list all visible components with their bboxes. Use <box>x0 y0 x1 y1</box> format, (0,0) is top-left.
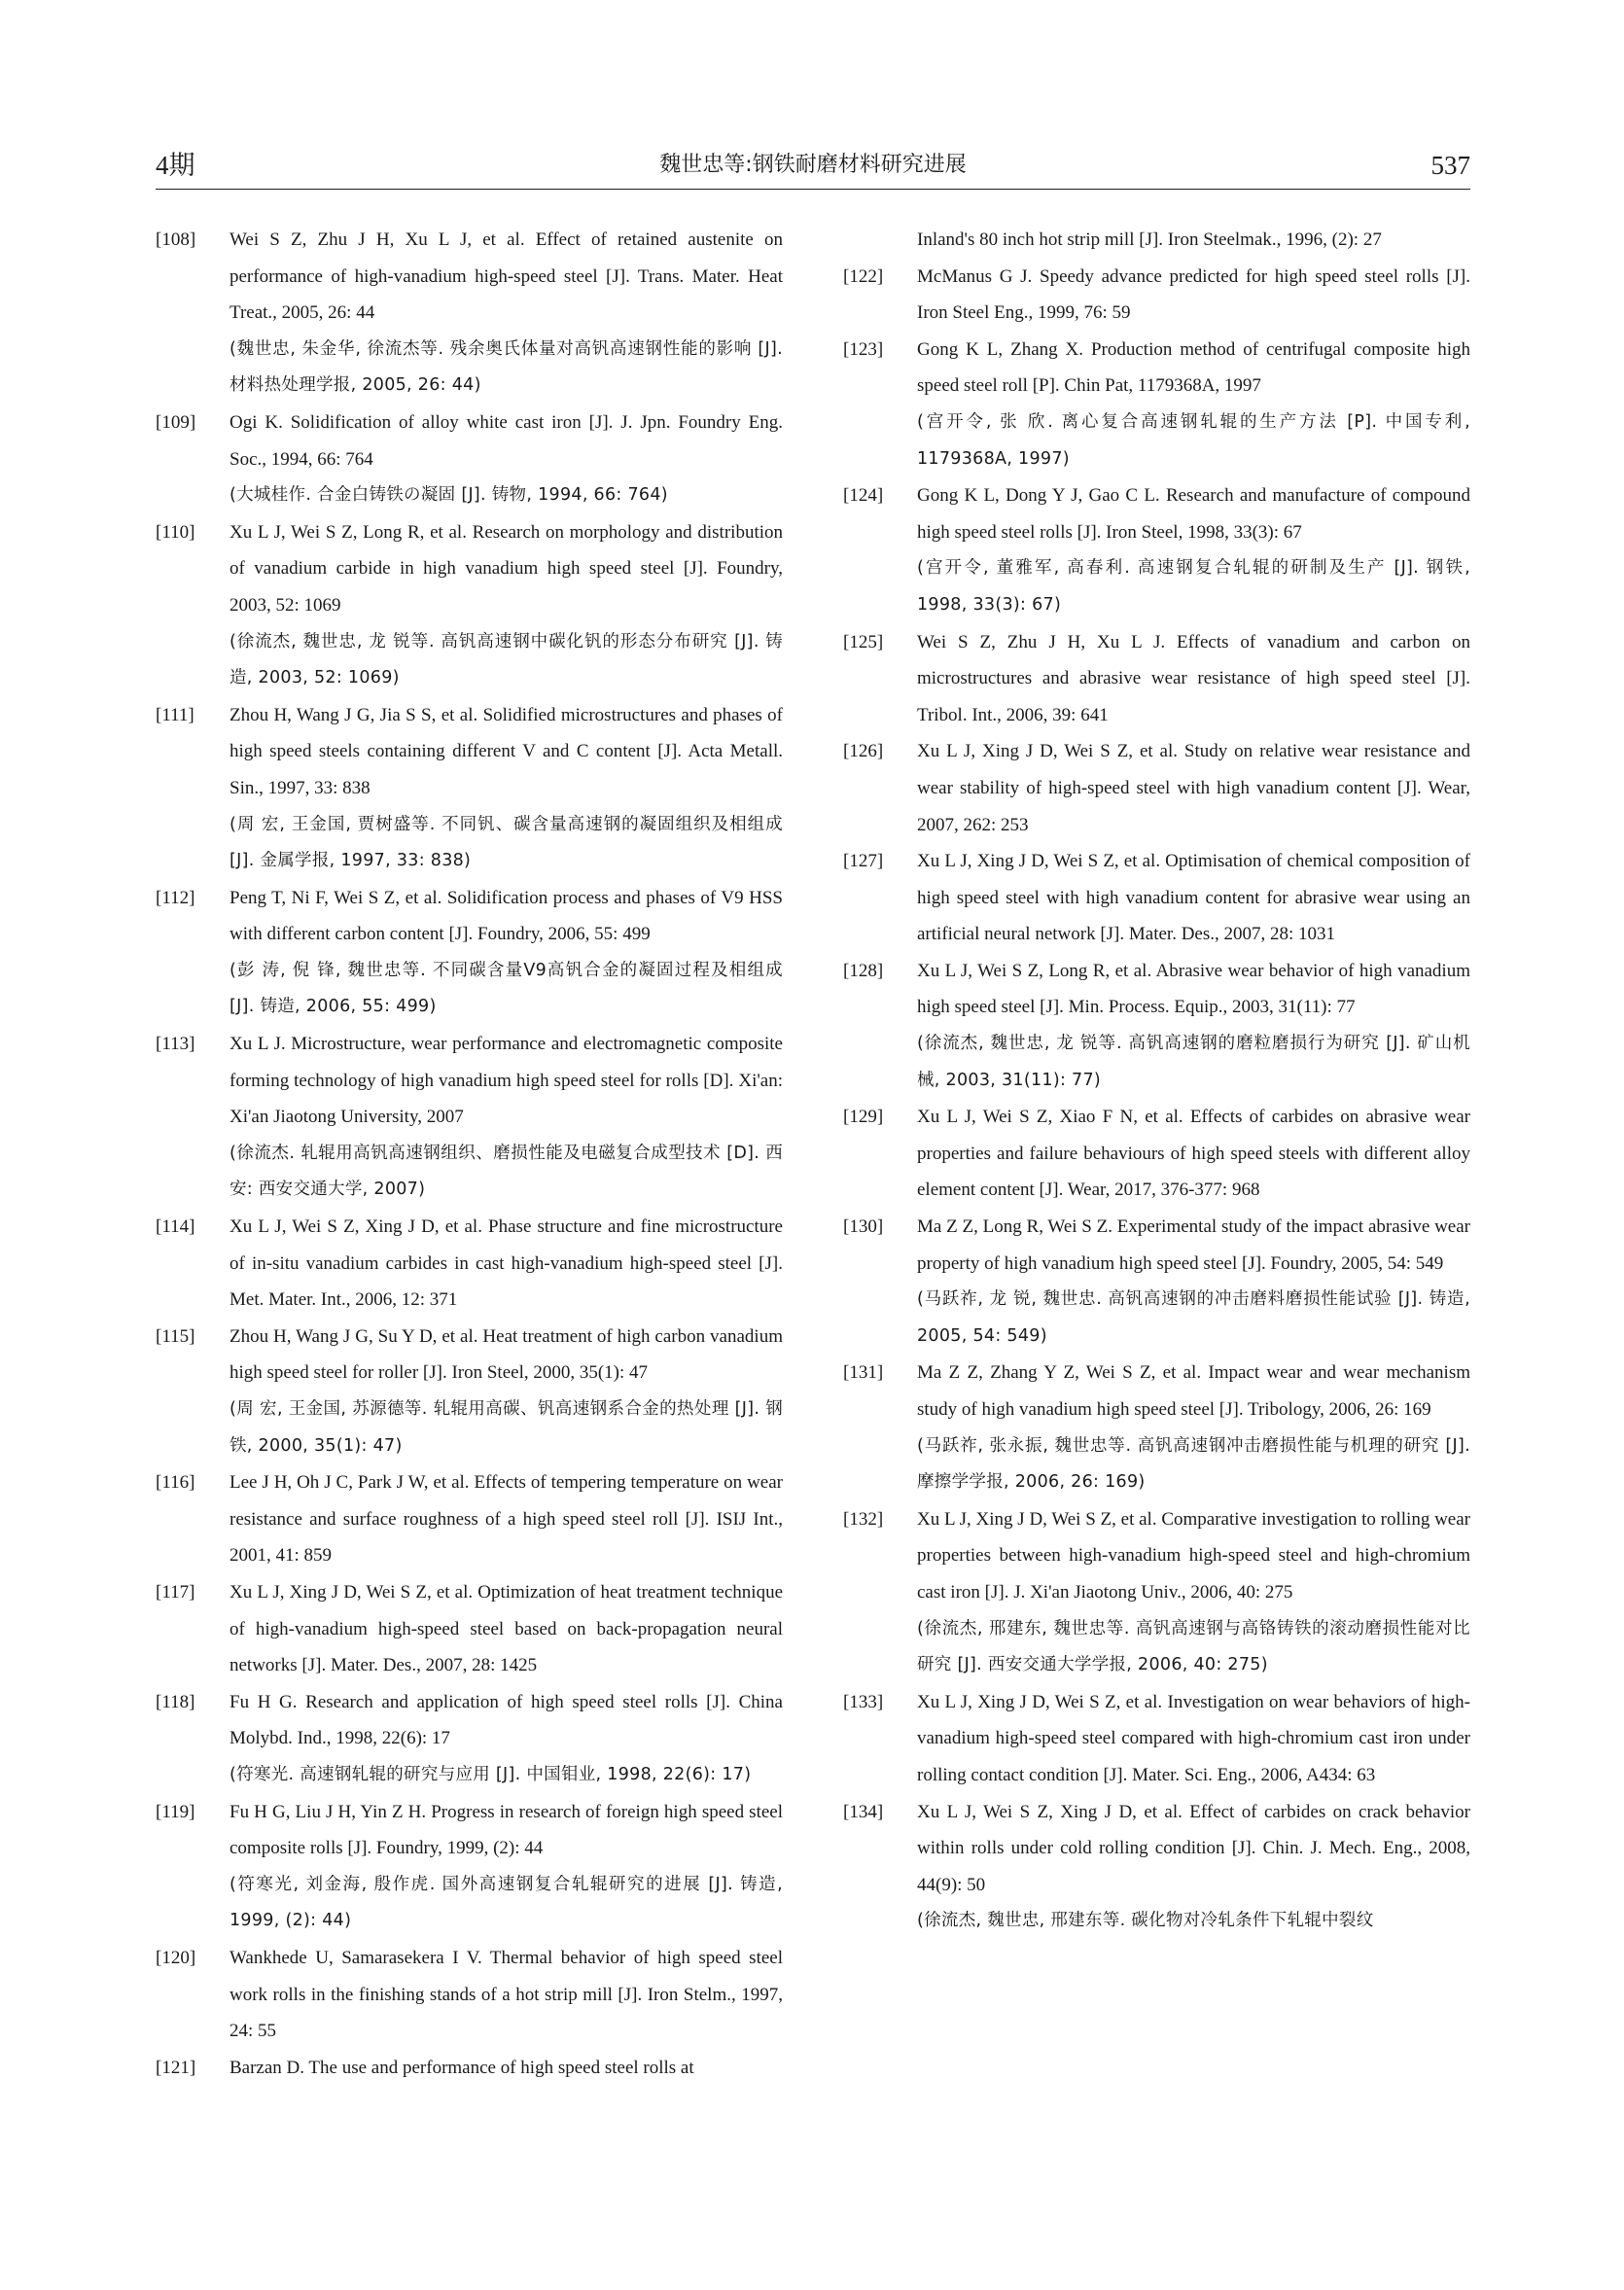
reference-citation: Gong K L, Zhang X. Production method of centrifugal composite high speed steel roll [P]. Chin Pat, 1179368A, 1997 <box>917 338 1470 397</box>
reference-entry <box>843 1794 1470 1940</box>
reference-number: [123] <box>843 338 884 360</box>
reference-entry <box>843 1684 1470 1794</box>
reference-chinese-citation: (徐流杰. 轧辊用高钒高速钢组织、磨损性能及电磁复合成型技术 [D]. 西安: 西安交通大学, 2007) <box>229 1143 783 1200</box>
reference-entry <box>156 697 783 880</box>
reference-citation: Barzan D. The use and performance of high speed steel rolls at <box>229 2057 694 2078</box>
reference-citation: Zhou H, Wang J G, Su Y D, et al. Heat treatment of high carbon vanadium high speed steel for roller [J]. Iron Steel, 2000, 35(1): 47 <box>229 1325 783 1384</box>
reference-entry <box>156 1026 783 1209</box>
reference-number: [112] <box>156 887 195 908</box>
reference-chinese-citation: (宫开令, 张 欣. 离心复合高速钢轧辊的生产方法 [P]. 中国专利, 1179368A, 1997) <box>917 411 1470 469</box>
reference-citation: Xu L J, Wei S Z, Xing J D, et al. Phase structure and fine microstructure of in-situ vanadium carbides in cast high-vanadium high-speed steel [J]. Met. Mater. Int., 2006, 12: 371 <box>229 1216 783 1311</box>
running-header <box>156 146 1470 189</box>
reference-number: [116] <box>156 1472 195 1494</box>
reference-citation: Xu L J, Xing J D, Wei S Z, et al. Study on relative wear resistance and wear stability of high-speed steel with high vanadium content [J]. Wear, 2007, 262: 253 <box>917 741 1470 835</box>
reference-number: [113] <box>156 1034 195 1055</box>
reference-entry <box>156 1940 783 2050</box>
reference-column-left <box>156 222 783 2086</box>
reference-entry <box>843 259 1470 332</box>
reference-citation: Xu L J, Xing J D, Wei S Z, et al. Comparative investigation to rolling wear properties between high-vanadium high-speed steel and high-chromium cast iron [J]. J. Xi'an Jiaotong Univ., 2006, 40: 275 <box>917 1508 1470 1603</box>
reference-chinese-citation: (大城桂作. 合金白铸铁の凝固 [J]. 铸物, 1994, 66: 764) <box>229 485 668 506</box>
reference-citation: Xu L J, Wei S Z, Xiao F N, et al. Effects of carbides on abrasive wear properties and failure behaviours of high speed steels with different alloy element content [J]. Wear, 2017, 376-377: 968 <box>917 1107 1470 1201</box>
reference-number: [111] <box>156 704 194 725</box>
reference-citation: Gong K L, Dong Y J, Gao C L. Research and manufacture of compound high speed steel rolls [J]. Iron Steel, 1998, 33(3): 67 <box>917 485 1470 543</box>
reference-entry <box>843 1209 1470 1355</box>
reference-number: [115] <box>156 1325 195 1347</box>
running-title: 魏世忠等:钢铁耐磨材料研究进展 <box>659 153 967 177</box>
reference-entry <box>843 953 1470 1099</box>
reference-citation: Xu L J, Xing J D, Wei S Z, et al. Optimisation of chemical composition of high speed steel with high vanadium content for abrasive wear using an artificial neural network [J]. Mater. Des., 2007, 28: 1031 <box>917 851 1470 945</box>
reference-citation: Ma Z Z, Zhang Y Z, Wei S Z, et al. Impact wear and wear mechanism study of high vanadium high speed steel [J]. Tribology, 2006, 26: 169 <box>917 1362 1470 1420</box>
reference-citation: Ma Z Z, Long R, Wei S Z. Experimental study of the impact abrasive wear property of high vanadium high speed steel [J]. Foundry, 2005, 54: 549 <box>917 1216 1470 1274</box>
reference-entry <box>843 624 1470 734</box>
reference-citation: Wankhede U, Samarasekera I V. Thermal behavior of high speed steel work rolls in the finishing stands of a hot strip mill [J]. Iron Stelm., 1997, 24: 55 <box>229 1947 783 2042</box>
reference-citation: Ogi K. Solidification of alloy white cast iron [J]. J. Jpn. Foundry Eng. Soc., 1994, 66: 764 <box>229 411 783 470</box>
reference-citation: Wei S Z, Zhu J H, Xu L J, et al. Effect of retained austenite on performance of high-vanadium high-speed steel [J]. Trans. Mater. Heat Treat., 2005, 26: 44 <box>229 229 783 324</box>
reference-citation: Fu H G. Research and application of high speed steel rolls [J]. China Molybd. Ind., 1998, 22(6): 17 <box>229 1691 783 1749</box>
reference-citation: Zhou H, Wang J G, Jia S S, et al. Solidified microstructures and phases of high speed steels containing different V and C content [J]. Acta Metall. Sin., 1997, 33: 838 <box>229 704 783 798</box>
reference-number: [108] <box>156 229 196 250</box>
reference-entry <box>843 222 1470 259</box>
reference-citation: Peng T, Ni F, Wei S Z, et al. Solidification process and phases of V9 HSS with different carbon content [J]. Foundry, 2006, 55: 499 <box>229 887 783 945</box>
reference-entry <box>843 843 1470 953</box>
reference-number: [131] <box>843 1362 884 1384</box>
reference-number: [130] <box>843 1216 884 1238</box>
reference-citation: Xu L J, Wei S Z, Long R, et al. Research on morphology and distribution of vanadium carbide in high vanadium high speed steel [J]. Foundry, 2003, 52: 1069 <box>229 521 783 616</box>
reference-entry <box>156 405 783 514</box>
reference-citation: Xu L J, Wei S Z, Xing J D, et al. Effect of carbides on crack behavior within rolls under cold rolling condition [J]. Chin. J. Mech. Eng., 2008, 44(9): 50 <box>917 1801 1470 1895</box>
reference-chinese-citation: (符寒光, 刘金海, 殷作虎. 国外高速钢复合轧辊研究的进展 [J]. 铸造, 1999, (2): 44) <box>229 1874 783 1931</box>
reference-entry <box>843 332 1470 477</box>
reference-number: [124] <box>843 485 884 507</box>
reference-entry <box>156 1209 783 1319</box>
reference-entry <box>156 880 783 1026</box>
reference-citation: Xu L J, Xing J D, Wei S Z, et al. Investigation on wear behaviors of high-vanadium high-speed steel compared with high-chromium cast iron under rolling contact condition [J]. Mater. Sci. Eng., 2006, A434: 63 <box>917 1691 1470 1785</box>
reference-chinese-citation: (宫开令, 董雅军, 高春利. 高速钢复合轧辊的研制及生产 [J]. 钢铁, 1998, 33(3): 67) <box>917 558 1470 615</box>
reference-number: [120] <box>156 1947 196 1968</box>
reference-citation: McManus G J. Speedy advance predicted for high speed steel rolls [J]. Iron Steel Eng., 1999, 76: 59 <box>917 265 1470 324</box>
reference-entry <box>156 2050 783 2087</box>
reference-number: [110] <box>156 521 195 543</box>
reference-number: [128] <box>843 960 884 981</box>
reference-citation: Xu L J, Xing J D, Wei S Z, et al. Optimization of heat treatment technique of high-vanadium high-speed steel based on back-propagation neural networks [J]. Mater. Des., 2007, 28: 1425 <box>229 1581 783 1676</box>
reference-number: [117] <box>156 1581 195 1603</box>
reference-entry <box>843 477 1470 623</box>
reference-entry <box>843 1355 1470 1500</box>
reference-citation: Fu H G, Liu J H, Yin Z H. Progress in research of foreign high speed steel composite rolls [J]. Foundry, 1999, (2): 44 <box>229 1801 783 1859</box>
reference-chinese-citation: (徐流杰, 魏世忠, 龙 锐等. 高钒高速钢的磨粒磨损行为研究 [J]. 矿山机械, 2003, 31(11): 77) <box>917 1034 1470 1090</box>
reference-chinese-citation: (彭 涛, 倪 锋, 魏世忠等. 不同碳含量V9高钒合金的凝固过程及相组成 [J]. 铸造, 2006, 55: 499) <box>229 960 783 1017</box>
reference-citation: Xu L J. Microstructure, wear performance and electromagnetic composite forming technology of high vanadium high speed steel for rolls [D]. Xi'an: Xi'an Jiaotong University, 2007 <box>229 1034 783 1128</box>
reference-chinese-citation: (符寒光. 高速钢轧辊的研究与应用 [J]. 中国钼业, 1998, 22(6): 17) <box>229 1764 752 1784</box>
reference-number: [126] <box>843 741 884 762</box>
reference-chinese-citation: (徐流杰, 邢建东, 魏世忠等. 高钒高速钢与高铬铸铁的滚动磨损性能对比研究 [J]. 西安交通大学学报, 2006, 40: 275) <box>917 1618 1470 1675</box>
reference-chinese-citation: (周 宏, 王金国, 贾树盛等. 不同钒、碳含量高速钢的凝固组织及相组成 [J]. 金属学报, 1997, 33: 838) <box>229 814 783 871</box>
reference-chinese-citation: (马跃祚, 张永振, 魏世忠等. 高钒高速钢冲击磨损性能与机理的研究 [J]. 摩擦学学报, 2006, 26: 169) <box>917 1435 1470 1493</box>
reference-number: [122] <box>843 265 884 287</box>
reference-chinese-citation: (周 宏, 王金国, 苏源德等. 轧辊用高碳、钒高速钢系合金的热处理 [J]. 钢铁, 2000, 35(1): 47) <box>229 1399 783 1456</box>
reference-entry <box>156 1464 783 1574</box>
reference-number: [118] <box>156 1691 195 1712</box>
reference-number: [109] <box>156 411 196 433</box>
reference-number: [121] <box>156 2057 196 2078</box>
reference-chinese-citation: (魏世忠, 朱金华, 徐流杰等. 残余奥氏体量对高钒高速钢性能的影响 [J]. 材料热处理学报, 2005, 26: 44) <box>229 338 783 396</box>
reference-entry <box>843 733 1470 843</box>
reference-entry <box>156 514 783 697</box>
reference-chinese-citation: (徐流杰, 魏世忠, 龙 锐等. 高钒高速钢中碳化钒的形态分布研究 [J]. 铸造, 2003, 52: 1069) <box>229 631 783 688</box>
reference-chinese-citation: (马跃祚, 龙 锐, 魏世忠. 高钒高速钢的冲击磨料磨损性能试验 [J]. 铸造, 2005, 54: 549) <box>917 1289 1470 1346</box>
reference-entry <box>156 1574 783 1684</box>
reference-citation: Inland's 80 inch hot strip mill [J]. Iron Steelmak., 1996, (2): 27 <box>917 229 1382 250</box>
reference-number: [119] <box>156 1801 195 1822</box>
page-number: 537 <box>1430 151 1470 180</box>
reference-column-right <box>843 222 1470 1940</box>
reference-number: [125] <box>843 631 884 652</box>
header-rule <box>156 189 1470 190</box>
reference-entry <box>843 1099 1470 1209</box>
reference-entry <box>843 1501 1470 1684</box>
reference-chinese-citation: (徐流杰, 魏世忠, 邢建东等. 碳化物对冷轧条件下轧辊中裂纹 <box>917 1911 1374 1931</box>
reference-number: [132] <box>843 1508 884 1530</box>
reference-number: [127] <box>843 851 884 872</box>
reference-number: [133] <box>843 1691 884 1712</box>
reference-citation: Lee J H, Oh J C, Park J W, et al. Effects of tempering temperature on wear resistance and surface roughness of a high speed steel roll [J]. ISIJ Int., 2001, 41: 859 <box>229 1472 783 1567</box>
reference-entry <box>156 1319 783 1464</box>
reference-citation: Wei S Z, Zhu J H, Xu L J. Effects of vanadium and carbon on microstructures and abrasive wear resistance of high speed steel [J]. Tribol. Int., 2006, 39: 641 <box>917 631 1470 725</box>
issue-number: 4期 <box>156 151 195 180</box>
reference-citation: Xu L J, Wei S Z, Long R, et al. Abrasive wear behavior of high vanadium high speed steel [J]. Min. Process. Equip., 2003, 31(11): 77 <box>917 960 1470 1018</box>
reference-entry <box>156 1684 783 1794</box>
reference-entry <box>156 1794 783 1940</box>
reference-number: [129] <box>843 1107 884 1128</box>
reference-number: [114] <box>156 1216 195 1238</box>
reference-entry <box>156 222 783 405</box>
reference-number: [134] <box>843 1801 884 1822</box>
